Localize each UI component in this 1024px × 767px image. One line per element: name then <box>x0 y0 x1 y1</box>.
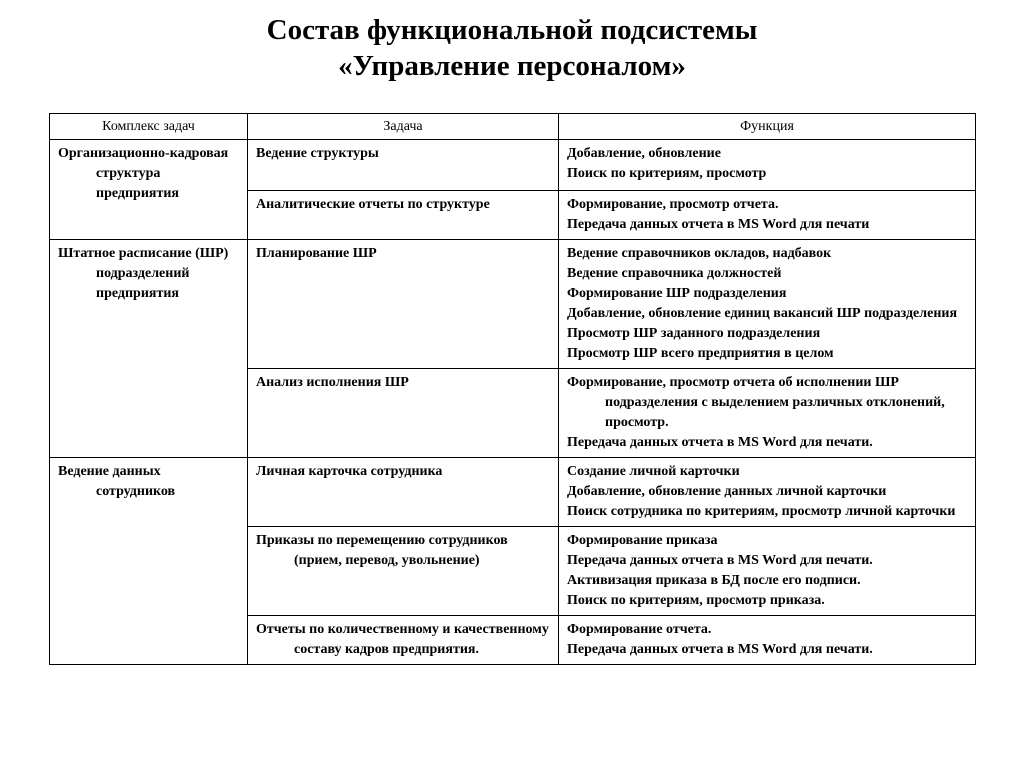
function-item: Создание личной карточки <box>567 464 740 479</box>
task-cell <box>248 616 559 665</box>
function-item: Добавление, обновление <box>567 146 721 161</box>
complex-cell <box>50 240 248 458</box>
table-header-row <box>50 114 976 140</box>
task-label: Отчеты по количественному и качественному составу кадров предприятия. <box>256 622 549 657</box>
function-item: Ведение справочника должностей <box>567 266 782 281</box>
function-item: Передача данных отчета в MS Word для печати. <box>567 553 873 568</box>
page-title <box>0 12 1024 84</box>
function-item: Формирование, просмотр отчета об исполнении ШР подразделения с выделением различных отклонений, просмотр. <box>567 375 945 430</box>
function-cell <box>559 369 976 458</box>
task-label: Приказы по перемещению сотрудников (прием, перевод, увольнение) <box>256 533 508 568</box>
function-cell <box>559 191 976 240</box>
function-item: Формирование отчета. <box>567 622 712 637</box>
function-item: Формирование приказа <box>567 533 718 548</box>
task-cell <box>248 369 559 458</box>
function-item: Добавление, обновление единиц вакансий ШР подразделения <box>567 306 958 321</box>
header-task: Задача <box>248 114 559 140</box>
table-row <box>50 140 976 191</box>
function-item: Формирование ШР подразделения <box>567 286 787 301</box>
task-cell <box>248 140 559 191</box>
header-function: Функция <box>559 114 976 140</box>
complex-label: Штатное расписание (ШР) подразделений предприятия <box>58 246 229 301</box>
function-item: Передача данных отчета в MS Word для печати. <box>567 435 873 450</box>
function-item: Передача данных отчета в MS Word для печати <box>567 217 870 232</box>
task-label: Планирование ШР <box>256 246 377 261</box>
task-label: Ведение структуры <box>256 146 379 161</box>
function-item: Ведение справочников окладов, надбавок <box>567 246 832 261</box>
function-cell <box>559 140 976 191</box>
complex-label: Ведение данных сотрудников <box>58 464 176 499</box>
function-item: Поиск по критериям, просмотр <box>567 166 767 181</box>
task-label: Аналитические отчеты по структуре <box>256 197 490 212</box>
title-line-1: Состав функциональной подсистемы <box>266 14 758 46</box>
functions-table <box>49 113 976 665</box>
task-cell <box>248 191 559 240</box>
function-cell <box>559 527 976 616</box>
task-label: Анализ исполнения ШР <box>256 375 409 390</box>
complex-cell <box>50 140 248 240</box>
function-item: Формирование, просмотр отчета. <box>567 197 779 212</box>
task-cell <box>248 240 559 369</box>
function-cell <box>559 458 976 527</box>
table-row <box>50 240 976 369</box>
complex-label: Организационно-кадровая структура предприятия <box>58 146 229 201</box>
task-cell <box>248 458 559 527</box>
function-item: Поиск по критериям, просмотр приказа. <box>567 593 825 608</box>
function-item: Добавление, обновление данных личной карточки <box>567 484 887 499</box>
function-item: Активизация приказа в БД после его подписи. <box>567 573 861 588</box>
complex-cell <box>50 458 248 665</box>
header-complex: Комплекс задач <box>50 114 248 140</box>
function-item: Просмотр ШР всего предприятия в целом <box>567 346 834 361</box>
task-label: Личная карточка сотрудника <box>256 464 443 479</box>
function-item: Передача данных отчета в MS Word для печати. <box>567 642 873 657</box>
function-cell <box>559 616 976 665</box>
title-line-2: «Управление персоналом» <box>338 50 686 82</box>
function-item: Просмотр ШР заданного подразделения <box>567 326 821 341</box>
function-item: Поиск сотрудника по критериям, просмотр личной карточки <box>567 504 956 519</box>
task-cell <box>248 527 559 616</box>
table-row <box>50 458 976 527</box>
function-cell <box>559 240 976 369</box>
